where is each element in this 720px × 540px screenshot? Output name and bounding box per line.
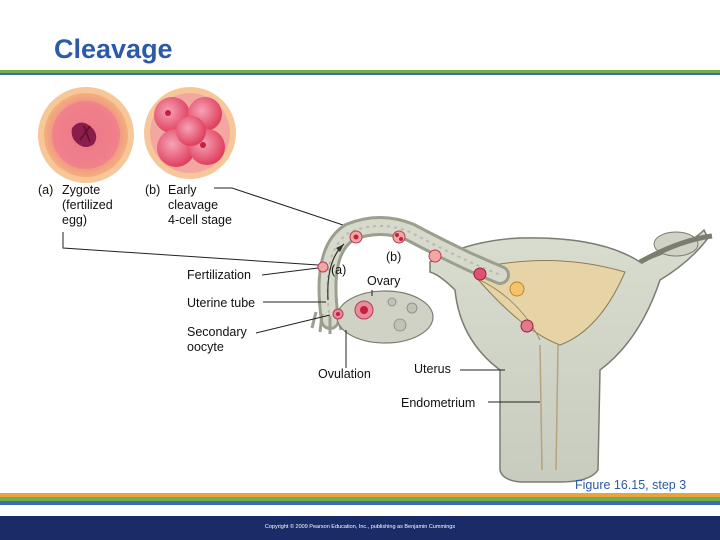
label-endometrium: Endometrium [401,396,476,410]
zygote-leader [63,232,318,265]
label-secondary-oocyte: Secondary oocyte [187,325,247,354]
label-uterus: Uterus [414,362,451,376]
label-ovulation: Ovulation [318,367,371,381]
label-ovary: Ovary [367,274,401,288]
label-zygote-a: (a) [38,183,54,197]
slide-title: Cleavage [54,34,173,64]
figure-caption: Figure 16.15, step 3 [575,478,687,492]
ovary [337,291,433,343]
copyright-text: Copyright © 2009 Pearson Education, Inc., publishing as Benjamin Cummings [264,524,456,530]
zygote-illustration [38,87,134,183]
footer-stripe-gap [0,505,720,516]
label-early-b: (b) [145,183,161,197]
four-cell-illustration [144,87,236,179]
label-fertilization: Fertilization [187,268,251,282]
label-zygote: Zygote (fertilized egg) [62,183,113,227]
label-uterine-tube: Uterine tube [187,296,256,310]
marker-b: (b) [386,250,402,264]
label-early-cleavage: Early cleavage 4-cell stage [168,183,232,227]
marker-a: (a) [331,263,347,277]
